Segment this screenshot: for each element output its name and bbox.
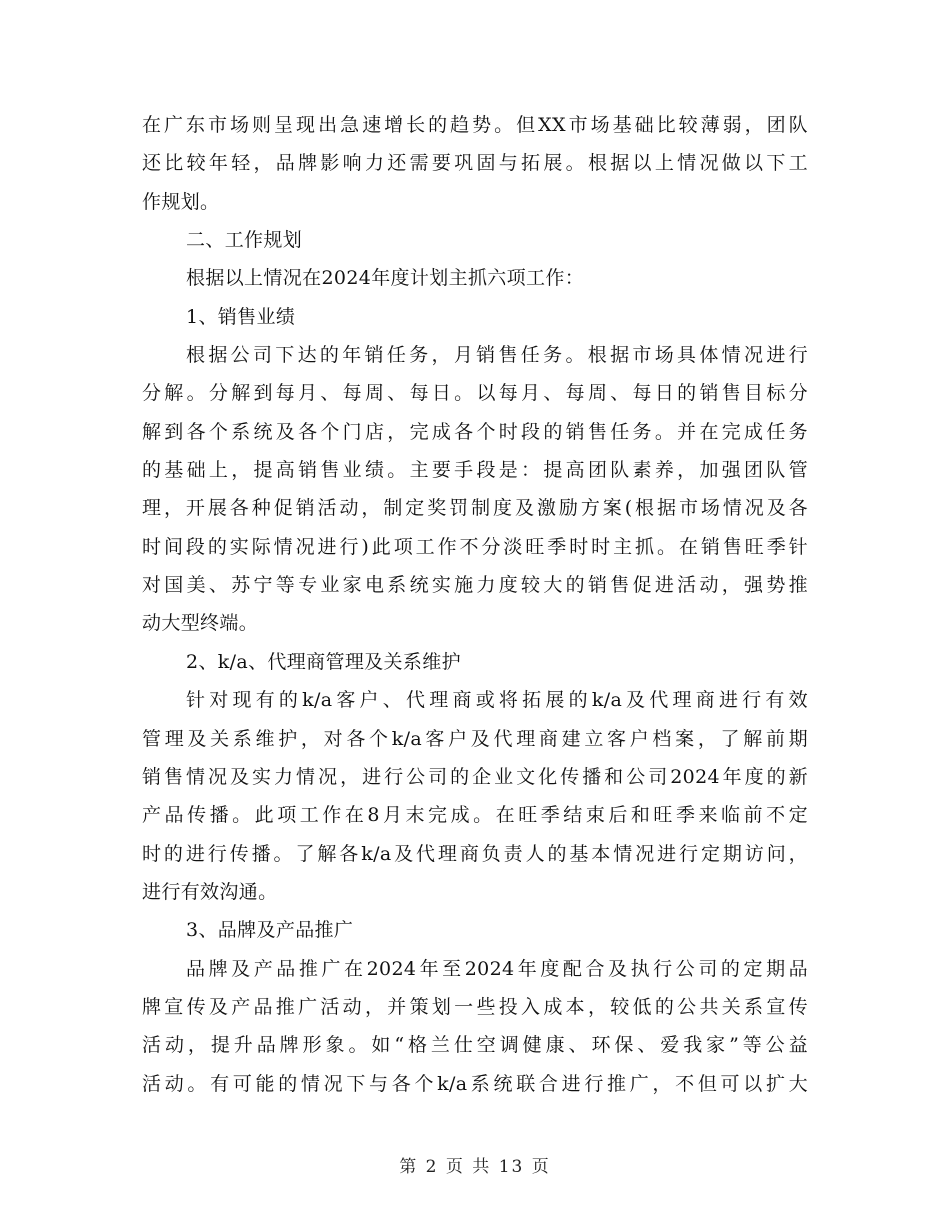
body-line: 时间段的实际情况进行)此项工作不分淡旺季时时主抓。在销售旺季针 <box>142 535 808 558</box>
body-line: 针对现有的k/a客户、代理商或将拓展的k/a及代理商进行有效 <box>186 689 808 712</box>
section-heading: 二、工作规划 <box>186 229 303 252</box>
body-line: 品牌及产品推广在2024年至2024年度配合及执行公司的定期品 <box>186 957 808 980</box>
page-number-footer: 第 2 页 共 13 页 <box>399 1157 551 1177</box>
subsection-heading: 2、k/a、代理商管理及关系维护 <box>186 650 461 673</box>
body-line: 牌宣传及产品推广活动，并策划一些投入成本，较低的公共关系宣传 <box>142 995 808 1018</box>
body-line: 时的进行传播。了解各k/a及代理商负责人的基本情况进行定期访问， <box>142 842 808 865</box>
body-line: 管理及关系维护，对各个k/a客户及代理商建立客户档案，了解前期 <box>142 727 808 750</box>
document-body <box>142 106 808 1103</box>
body-line: 活动。有可能的情况下与各个k/a系统联合进行推广，不但可以扩大 <box>142 1072 808 1095</box>
subsection-heading: 3、品牌及产品推广 <box>186 919 354 942</box>
body-line: 根据公司下达的年销任务，月销售任务。根据市场具体情况进行 <box>186 344 808 367</box>
body-line: 进行有效沟通。 <box>142 880 278 903</box>
body-line: 活动，提升品牌形象。如“格兰仕空调健康、环保、爱我家”等公益 <box>142 1034 808 1057</box>
body-line: 作规划。 <box>142 190 220 213</box>
body-line: 的基础上，提高销售业绩。主要手段是：提高团队素养，加强团队管 <box>142 459 808 482</box>
body-line: 还比较年轻，品牌影响力还需要巩固与拓展。根据以上情况做以下工 <box>142 152 808 175</box>
subsection-heading: 1、销售业绩 <box>186 305 296 328</box>
body-line: 解到各个系统及各个门店，完成各个时段的销售任务。并在完成任务 <box>142 420 808 443</box>
body-line: 在广东市场则呈现出急速增长的趋势。但XX市场基础比较薄弱，团队 <box>142 114 808 136</box>
body-line: 分解。分解到每月、每周、每日。以每月、每周、每日的销售目标分 <box>142 382 808 405</box>
body-line: 理，开展各种促销活动，制定奖罚制度及激励方案(根据市场情况及各 <box>142 497 808 520</box>
body-line: 产品传播。此项工作在8月末完成。在旺季结束后和旺季来临前不定 <box>142 804 808 827</box>
body-line: 对国美、苏宁等专业家电系统实施力度较大的销售促进活动，强势推 <box>142 574 808 597</box>
body-line: 根据以上情况在2024年度计划主抓六项工作： <box>186 267 585 290</box>
body-line: 销售情况及实力情况，进行公司的企业文化传播和公司2024年度的新 <box>142 765 808 788</box>
body-line: 动大型终端。 <box>142 612 259 635</box>
